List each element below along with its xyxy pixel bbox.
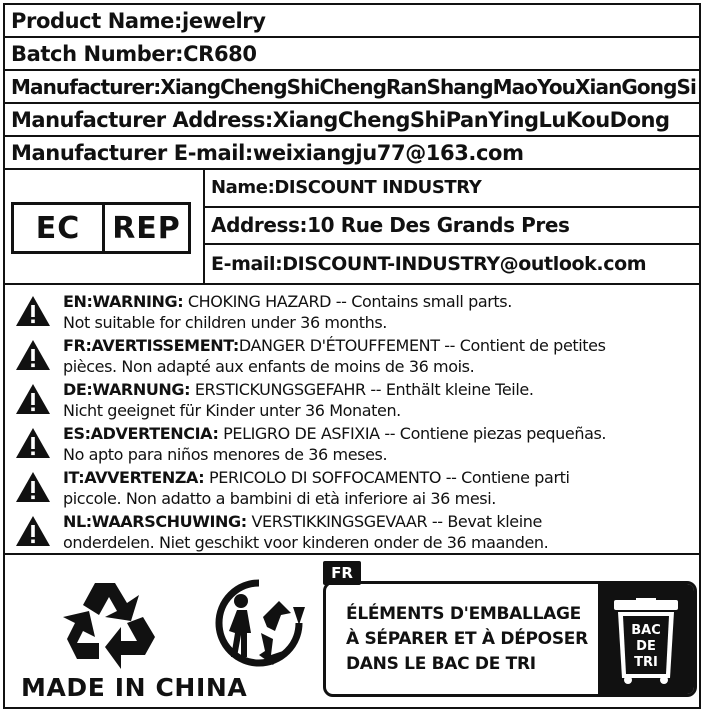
product-name-row <box>5 5 699 38</box>
warning-text: Nicht geeignet für Kinder unter 36 Monaten. <box>63 401 401 420</box>
warning-triangle-icon <box>15 515 51 547</box>
warning-nl <box>5 509 699 553</box>
sorting-instructions <box>346 602 588 677</box>
warning-triangle-icon <box>15 471 51 503</box>
warning-text: pièces. Non adapté aux enfants de moins de 36 mois. <box>63 357 475 376</box>
ec-rep-details <box>203 170 699 283</box>
ec-rep-logo <box>11 202 191 254</box>
triman-icon <box>213 577 305 669</box>
warning-text: DANGER D'ÉTOUFFEMENT -- Contient de petites <box>238 336 606 355</box>
bin-text: TRI <box>634 655 658 670</box>
warning-text: ERSTICKUNGSGEFAHR -- Enthält kleine Teile. <box>190 380 534 399</box>
ec-rep-email-row <box>205 245 699 283</box>
ec-rep-address-row <box>205 208 699 246</box>
manufacturer-address-row <box>5 104 699 137</box>
warning-text: PERICOLO DI SOFFOCAMENTO -- Contiene parti <box>204 468 570 487</box>
ec-rep-address: Address:10 Rue Des Grands Pres <box>211 213 570 238</box>
ec-mark: EC <box>14 205 105 251</box>
warning-text: VERSTIKKINGSGEVAAR -- Bevat kleine <box>246 512 542 531</box>
warning-text: onderdelen. Niet geschikt voor kinderen onder de 36 maanden. <box>63 533 549 552</box>
product-label <box>3 3 701 709</box>
warning-text: Not suitable for children under 36 months. <box>63 313 387 332</box>
ec-rep-name: Name:DISCOUNT INDUSTRY <box>211 177 482 199</box>
ec-rep-email: E-mail:DISCOUNT-INDUSTRY@outlook.com <box>211 252 647 275</box>
warning-label: IT:AVVERTENZA: <box>63 468 205 487</box>
warning-triangle-icon <box>15 383 51 415</box>
warning-text: CHOKING HAZARD -- Contains small parts. <box>183 292 512 311</box>
sorting-line: ÉLÉMENTS D'EMBALLAGE <box>346 604 581 624</box>
ec-rep-name-row <box>205 170 699 208</box>
warning-en <box>5 289 699 333</box>
warning-label: NL:WAARSCHUWING: <box>63 512 247 531</box>
warning-triangle-icon <box>15 295 51 327</box>
recycle-icon <box>55 575 167 671</box>
warning-de <box>5 377 699 421</box>
bin-panel <box>598 584 694 694</box>
sorting-bin-icon <box>612 598 680 684</box>
batch-number-row <box>5 38 699 71</box>
warning-text: piccole. Non adatto a bambini di età inferiore ai 36 mesi. <box>63 489 496 508</box>
manufacturer-email: Manufacturer E-mail:weixiangju77@163.com <box>11 140 524 165</box>
warning-triangle-icon <box>15 339 51 371</box>
warning-label: EN:WARNING: <box>63 292 184 311</box>
warning-fr <box>5 333 699 377</box>
warning-it <box>5 465 699 509</box>
ec-rep-block <box>5 170 699 285</box>
bin-text: DE <box>636 639 656 654</box>
rep-mark: REP <box>112 210 181 246</box>
batch-number: Batch Number:CR680 <box>11 41 257 66</box>
sorting-line: DANS LE BAC DE TRI <box>346 654 536 674</box>
warning-es <box>5 421 699 465</box>
warning-label: ES:ADVERTENCIA: <box>63 424 219 443</box>
warning-text: PELIGRO DE ASFIXIA -- Contiene piezas pequeñas. <box>218 424 607 443</box>
warning-triangle-icon <box>15 427 51 459</box>
warning-label: FR:AVERTISSEMENT: <box>63 336 239 355</box>
fr-badge: FR <box>323 561 361 585</box>
manufacturer-email-row <box>5 137 699 170</box>
bin-text: BAC <box>631 623 661 638</box>
warning-label: DE:WARNUNG: <box>63 380 191 399</box>
manufacturer-address: Manufacturer Address:XiangChengShiPanYingLuKouDong <box>11 107 670 132</box>
sorting-info-box <box>323 581 697 697</box>
bottom-section <box>5 555 699 709</box>
product-name: Product Name:jewelry <box>11 8 266 33</box>
warning-text: No apto para niños menores de 36 meses. <box>63 445 388 464</box>
sorting-line: À SÉPARER ET À DÉPOSER <box>346 629 588 649</box>
made-in-china: MADE IN CHINA <box>21 673 248 702</box>
manufacturer-row <box>5 71 699 104</box>
warnings-block <box>5 285 699 555</box>
manufacturer: Manufacturer:XiangChengShiChengRanShangMaoYouXianGongSi <box>11 74 696 99</box>
